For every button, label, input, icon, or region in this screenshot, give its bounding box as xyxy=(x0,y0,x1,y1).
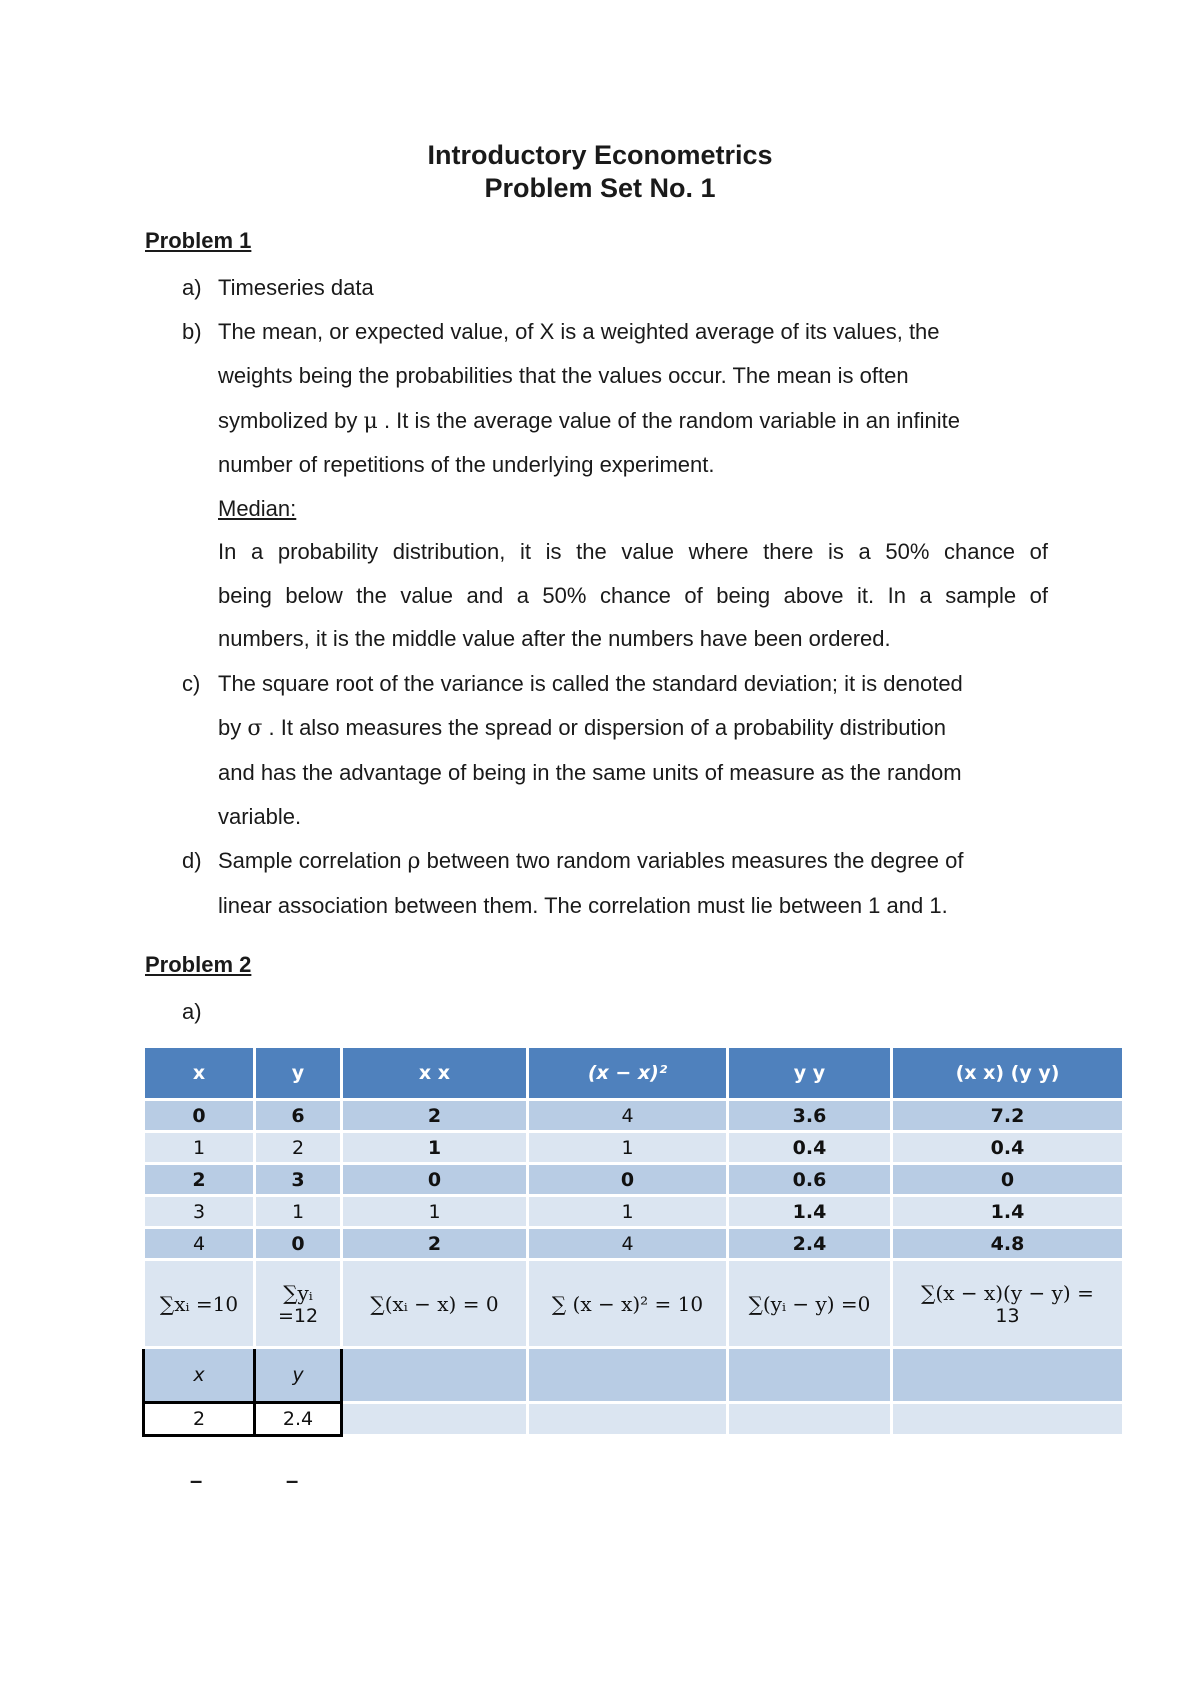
mean-x-value: 2 xyxy=(144,1403,255,1436)
cell: 0.6 xyxy=(728,1164,892,1196)
item-c-line-2 xyxy=(218,715,946,741)
empty-cell xyxy=(892,1348,1124,1403)
item-c-line-2-end: . It also measures the spread or dispersion of a probability distribution xyxy=(262,715,946,740)
mu-symbol: μ xyxy=(363,409,378,434)
sum-cross-product xyxy=(892,1260,1124,1348)
header-x-deviation: x x xyxy=(342,1047,528,1100)
cell: 3 xyxy=(255,1164,342,1196)
problem-2-heading: Problem 2 xyxy=(145,952,252,977)
cell: 1 xyxy=(342,1132,528,1164)
cell: 1.4 xyxy=(728,1196,892,1228)
item-b-line-3-end: . It is the average value of the random variable in an infinite xyxy=(377,408,960,433)
median-line-2: being below the value and a 50% chance of being above it. In a sample of xyxy=(218,583,1048,608)
cell: 3 xyxy=(144,1196,255,1228)
sum-y-deviation: ∑(yᵢ − y) =0 xyxy=(728,1260,892,1348)
cell: 7.2 xyxy=(892,1100,1124,1132)
item-b-line-3-start: symbolized by xyxy=(218,408,364,433)
table-header-row xyxy=(144,1047,1124,1100)
cell: 0.4 xyxy=(892,1132,1124,1164)
item-c-line-3: and has the advantage of being in the same units of measure as the random xyxy=(218,760,962,785)
sigma-symbol: σ xyxy=(247,716,263,741)
cell: 1.4 xyxy=(892,1196,1124,1228)
header-y-deviation: y y xyxy=(728,1047,892,1100)
item-d-line-1-start: Sample correlation xyxy=(218,848,408,873)
empty-cell xyxy=(728,1403,892,1436)
mean-y-value: 2.4 xyxy=(255,1403,342,1436)
item-c-line-4: variable. xyxy=(218,804,302,829)
mean-value-row xyxy=(144,1403,1124,1436)
item-c-line-2-start: by xyxy=(218,715,248,740)
median-label: Median: xyxy=(218,496,297,521)
cell: 4 xyxy=(144,1228,255,1260)
item-d-line-1-end: between two random variables measures the degree of xyxy=(420,848,964,873)
sum-y xyxy=(255,1260,342,1348)
sum-row xyxy=(144,1260,1124,1348)
cell: 0.4 xyxy=(728,1132,892,1164)
median-line-1: In a probability distribution, it is the value where there is a 50% chance of xyxy=(218,539,1048,564)
mean-header-row xyxy=(144,1348,1124,1403)
item-b-line-4: number of repetitions of the underlying experiment. xyxy=(218,452,715,477)
median-line-3: numbers, it is the middle value after the numbers have been ordered. xyxy=(218,626,891,651)
document-subtitle: Problem Set No. 1 xyxy=(484,173,716,203)
cell: 2 xyxy=(342,1100,528,1132)
sum-x-deviation: ∑(xᵢ − x) = 0 xyxy=(342,1260,528,1348)
problem-2-a-marker: a) xyxy=(182,999,202,1024)
empty-cell xyxy=(528,1403,728,1436)
item-b-marker: b) xyxy=(182,319,202,344)
item-c-marker: c) xyxy=(182,671,201,696)
item-a-marker: a) xyxy=(182,275,202,300)
table-row xyxy=(144,1196,1124,1228)
problem-1-heading: Problem 1 xyxy=(145,228,252,253)
calculation-table xyxy=(142,1045,1125,1437)
cell: 1 xyxy=(528,1132,728,1164)
header-cross-product: (x x) (y y) xyxy=(892,1047,1124,1100)
item-b-line-1: The mean, or expected value, of X is a weighted average of its values, the xyxy=(218,319,940,344)
item-b-line-2: weights being the probabilities that the values occur. The mean is often xyxy=(218,363,909,388)
cell: 0 xyxy=(892,1164,1124,1196)
cell: 0 xyxy=(342,1164,528,1196)
sum-y-value: =12 xyxy=(277,1304,319,1327)
cell: 1 xyxy=(342,1196,528,1228)
item-d-line-2: linear association between them. The correlation must lie between 1 and 1. xyxy=(218,893,948,918)
item-b-line-3 xyxy=(218,408,960,434)
header-x: x xyxy=(144,1047,255,1100)
table-row xyxy=(144,1228,1124,1260)
header-x-deviation-squared: (x − x)² xyxy=(528,1047,728,1100)
sum-y-symbol: ∑yᵢ xyxy=(283,1280,313,1305)
empty-cell xyxy=(528,1348,728,1403)
rho-symbol: ρ xyxy=(407,849,421,874)
cell: 4.8 xyxy=(892,1228,1124,1260)
sum-cross-product-value: 13 xyxy=(995,1304,1020,1327)
item-d-line-1 xyxy=(218,848,963,874)
cell: 4 xyxy=(528,1228,728,1260)
document-title: Introductory Econometrics xyxy=(427,140,773,170)
cell: 2 xyxy=(255,1132,342,1164)
empty-cell xyxy=(342,1348,528,1403)
mean-header-y: y xyxy=(255,1348,342,1403)
empty-cell xyxy=(728,1348,892,1403)
overbar-x: – xyxy=(190,1468,203,1493)
cell: 4 xyxy=(528,1100,728,1132)
header-y: y xyxy=(255,1047,342,1100)
item-c-line-1: The square root of the variance is called the standard deviation; it is denoted xyxy=(218,671,963,696)
sum-x: ∑xᵢ =10 xyxy=(144,1260,255,1348)
cell: 0 xyxy=(144,1100,255,1132)
cell: 2.4 xyxy=(728,1228,892,1260)
cell: 1 xyxy=(528,1196,728,1228)
table-row xyxy=(144,1164,1124,1196)
table-row xyxy=(144,1132,1124,1164)
overbar-y: – xyxy=(286,1468,299,1493)
sum-x-deviation-squared: ∑ (x − x)² = 10 xyxy=(528,1260,728,1348)
item-d-marker: d) xyxy=(182,848,202,873)
cell: 0 xyxy=(528,1164,728,1196)
item-a-text: Timeseries data xyxy=(218,275,374,300)
mean-header-x: x xyxy=(144,1348,255,1403)
empty-cell xyxy=(892,1403,1124,1436)
table-row xyxy=(144,1100,1124,1132)
cell: 2 xyxy=(144,1164,255,1196)
cell: 2 xyxy=(342,1228,528,1260)
cell: 1 xyxy=(144,1132,255,1164)
cell: 3.6 xyxy=(728,1100,892,1132)
cell: 1 xyxy=(255,1196,342,1228)
cell: 6 xyxy=(255,1100,342,1132)
cell: 0 xyxy=(255,1228,342,1260)
sum-cross-product-formula: ∑(x − x)(y − y) = xyxy=(921,1280,1094,1305)
empty-cell xyxy=(342,1403,528,1436)
